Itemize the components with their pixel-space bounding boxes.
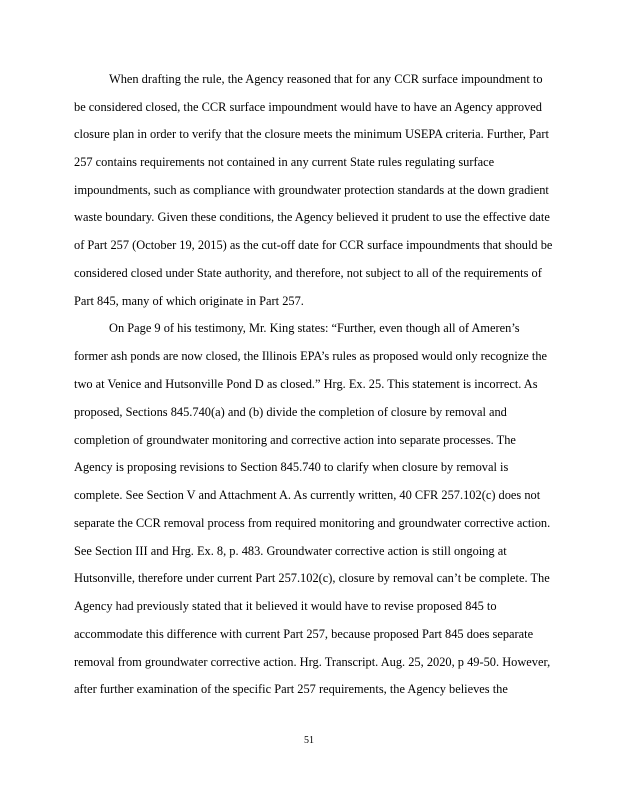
text-line: Part 845, many of which originate in Part 257. [74, 294, 304, 308]
text-line: complete. See Section V and Attachment A. As currently written, 40 CFR 257.102(c) does not [74, 488, 541, 502]
text-line: of Part 257 (October 19, 2015) as the cut-off date for CCR surface impoundments that should be [74, 238, 553, 252]
text-line: completion of groundwater monitoring and corrective action into separate processes. The [74, 433, 516, 447]
text-line: Agency is proposing revisions to Section 845.740 to clarify when closure by removal is [74, 460, 509, 474]
text-line: two at Venice and Hutsonville Pond D as closed.” Hrg. Ex. 25. This statement is incorrect. As [74, 377, 538, 391]
page-number: 51 [304, 735, 314, 746]
text-line: be considered closed, the CCR surface impoundment would have to have an Agency approved [74, 100, 542, 114]
text-line: Hutsonville, therefore under current Part 257.102(c), closure by removal can’t be complete. The [74, 571, 550, 585]
text-line: waste boundary. Given these conditions, the Agency believed it prudent to use the effective date [74, 210, 550, 224]
text-line: impoundments, such as compliance with groundwater protection standards at the down gradient [74, 183, 549, 197]
text-line: removal from groundwater corrective action. Hrg. Transcript. Aug. 25, 2020, p 49-50. However, [74, 655, 551, 669]
text-line: proposed, Sections 845.740(a) and (b) divide the completion of closure by removal and [74, 405, 507, 419]
text-line: separate the CCR removal process from required monitoring and groundwater corrective action. [74, 516, 551, 530]
text-line: after further examination of the specific Part 257 requirements, the Agency believes the [74, 682, 508, 696]
text-line: On Page 9 of his testimony, Mr. King states: “Further, even though all of Ameren’s [109, 321, 520, 335]
text-line: closure plan in order to verify that the closure meets the minimum USEPA criteria. Further, Part [74, 127, 549, 141]
text-line: When drafting the rule, the Agency reasoned that for any CCR surface impoundment to [109, 72, 543, 86]
text-line: considered closed under State authority, and therefore, not subject to all of the requirements of [74, 266, 542, 280]
text-line: accommodate this difference with current Part 257, because proposed Part 845 does separate [74, 627, 534, 641]
text-line: former ash ponds are now closed, the Illinois EPA’s rules as proposed would only recognize the [74, 349, 548, 363]
text-line: See Section III and Hrg. Ex. 8, p. 483. Groundwater corrective action is still ongoing at [74, 544, 507, 558]
text-line: Agency had previously stated that it believed it would have to revise proposed 845 to [74, 599, 497, 613]
text-line: 257 contains requirements not contained in any current State rules regulating surface [74, 155, 495, 169]
